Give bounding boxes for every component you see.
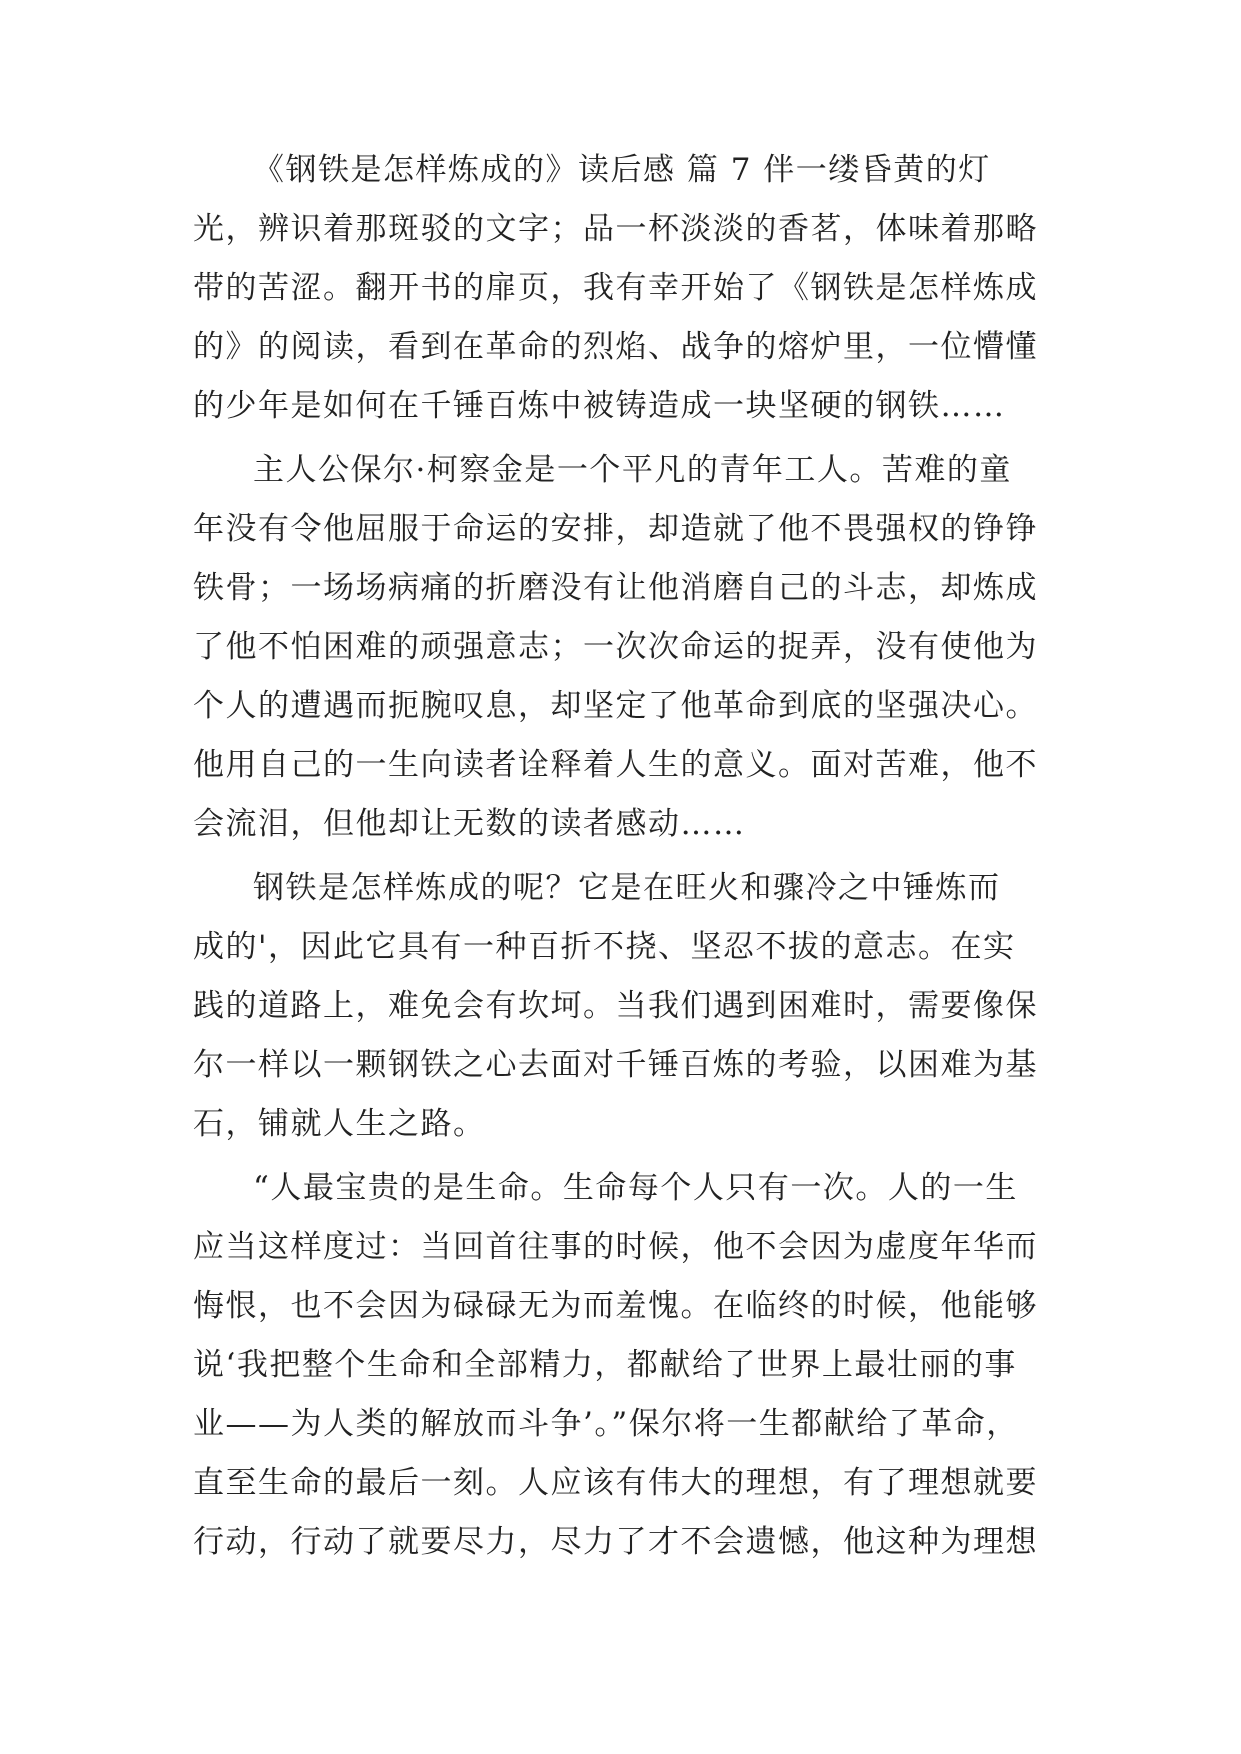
text-line: 说‘我把整个生命和全部精力，都献给了世界上最壮丽的事 (193, 1347, 1017, 1383)
text-line: 悔恨，也不会因为碌碌无为而羞愧。在临终的时候，他能够 (193, 1288, 1038, 1324)
text-line: 直至生命的最后一刻。人应该有伟大的理想，有了理想就要 (193, 1465, 1038, 1501)
text-line: 成的'，因此它具有一种百折不挠、坚忍不拔的意志。在实 (193, 929, 1016, 965)
text-line: 钢铁是怎样炼成的呢？它是在旺火和骤冷之中锤炼而 (253, 870, 1001, 906)
text-line: “人最宝贵的是生命。生命每个人只有一次。人的一生 (253, 1170, 1018, 1206)
text-line: 会流泪，但他却让无数的读者感动…… (193, 806, 746, 842)
text-line: 的》的阅读，看到在革命的烈焰、战争的熔炉里，一位懵懂 (193, 329, 1038, 365)
text-line: 的少年是如何在千锤百炼中被铸造成一块坚硬的钢铁…… (193, 388, 1006, 424)
text-line: 践的道路上，难免会有坎坷。当我们遇到困难时，需要像保 (193, 988, 1038, 1024)
text-line: 行动，行动了就要尽力，尽力了才不会遗憾，他这种为理想 (193, 1524, 1038, 1560)
text-line: 他用自己的一生向读者诠释着人生的意义。面对苦难，他不 (193, 747, 1038, 783)
text-line: 个人的遭遇而扼腕叹息，却坚定了他革命到底的坚强决心。 (193, 688, 1038, 724)
text-line: 《钢铁是怎样炼成的》读后感 篇 7 伴一缕昏黄的灯 (253, 152, 991, 188)
text-line: 应当这样度过：当回首往事的时候，他不会因为虚度年华而 (193, 1229, 1038, 1265)
text-line: 铁骨；一场场病痛的折磨没有让他消磨自己的斗志，却炼成 (193, 570, 1038, 606)
text-line: 光，辨识着那斑驳的文字；品一杯淡淡的香茗，体味着那略 (193, 211, 1038, 247)
text-line: 了他不怕困难的顽强意志；一次次命运的捉弄，没有使他为 (193, 629, 1038, 665)
text-line: 业——为人类的解放而斗争’。”保尔将一生都献给了革命， (193, 1406, 1019, 1442)
text-line: 主人公保尔·柯察金是一个平凡的青年工人。苦难的童 (253, 452, 1012, 488)
text-line: 年没有令他屈服于命运的安排，却造就了他不畏强权的铮铮 (193, 511, 1038, 547)
text-line: 带的苦涩。翻开书的扉页，我有幸开始了《钢铁是怎样炼成 (193, 270, 1038, 306)
text-line: 尔一样以一颗钢铁之心去面对千锤百炼的考验，以困难为基 (193, 1047, 1038, 1083)
text-line: 石，铺就人生之路。 (193, 1106, 486, 1142)
